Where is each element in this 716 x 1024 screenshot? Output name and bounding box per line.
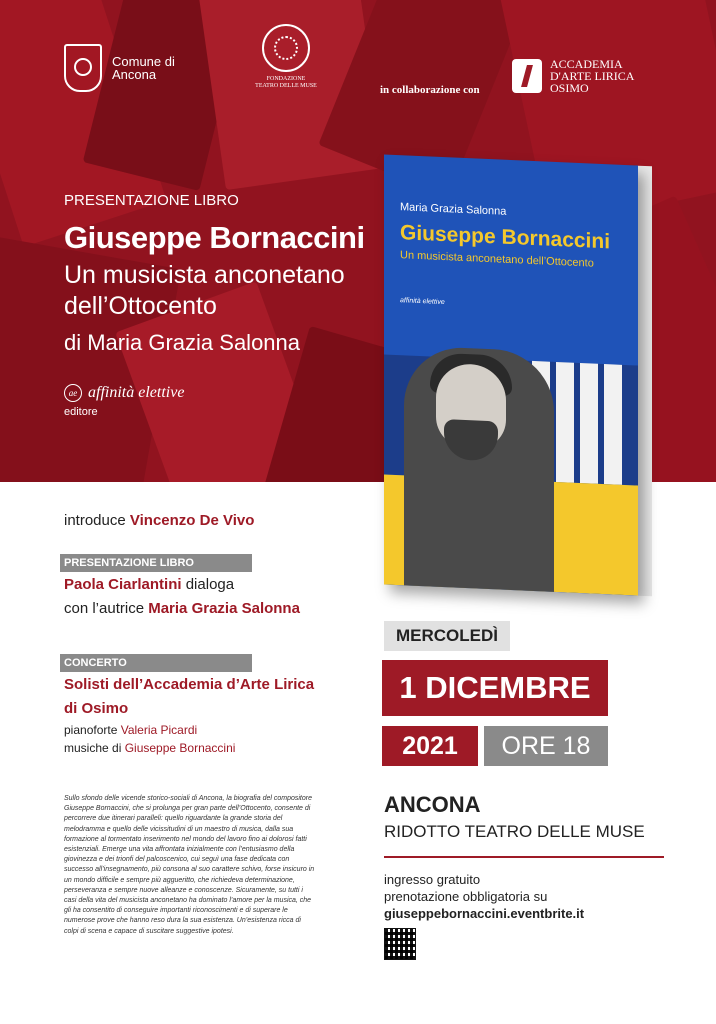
book-cover-image bbox=[384, 160, 654, 630]
event-time: ORE 18 bbox=[484, 726, 608, 766]
book-title: Giuseppe Bornaccini bbox=[64, 220, 365, 255]
book-front-cover bbox=[384, 154, 638, 595]
dialogue-text: dialoga bbox=[181, 576, 235, 593]
book-description: Sullo sfondo delle vicende storico-sociali di Ancona, la biografia del compositore Giuseppe Bornaccini, che si prolunga per gran parte dell’Ottocento, consente di percorrere due itinerari paralleli: quello riguardante la grande storia del melodramma e quello delle vicissitudini di un maestro di musica, dalla sua formazione al tormentato inserimento nel mondo del lavoro fino ai dolorosi fatti esistenziali. Emerge una vita affrontata inizialmente con l’entusiasmo della giovinezza e dei trionfi del palcoscenico, cui seguì una fase dedicata con successo all’insegnamento, più consona al suo carattere schivo, forse insicuro in un mondo difficile e sempre più aggueritto, che richiedeva determinazione, perseveranza e sempre nuove alleanze e conoscenze. Sicuramente, su tutti i casi della vita del musicista anconetano ha dominato l’amore per la musica, che gli ha consentito di conseguire importanti riconoscimenti e di superare le numerose prove che hanno reso dura la sua esistenza. Un’esistenza ricca di colpi di scena e capace di suscitare suggestive ipotesi. bbox=[64, 795, 315, 935]
booking-info: prenotazione obbligatoria su bbox=[384, 889, 548, 904]
dialogue-line-2 bbox=[64, 600, 300, 617]
book-pages-edge bbox=[638, 166, 652, 597]
muse-logo bbox=[246, 24, 326, 90]
publisher-role: editore bbox=[64, 406, 98, 418]
moderator-name: Paola Ciarlantini bbox=[64, 576, 182, 593]
publisher-name: affinità elettive bbox=[88, 384, 185, 401]
cover-publisher: affinità elettive bbox=[400, 297, 445, 307]
subtitle-line-1: Un musicista anconetano bbox=[64, 261, 345, 289]
section-tag-concert: CONCERTO bbox=[60, 654, 252, 672]
coat-of-arms-icon bbox=[64, 44, 102, 92]
cover-title: Giuseppe Bornaccini bbox=[400, 221, 611, 254]
introducer-name: Vincenzo De Vivo bbox=[129, 512, 255, 529]
concert-line-2: di Osimo bbox=[64, 700, 129, 717]
author-name: Maria Grazia Salonna bbox=[148, 600, 300, 617]
introduce-line bbox=[64, 512, 254, 529]
collaboration-label: in collaborazione con bbox=[380, 84, 480, 96]
cover-subtitle: Un musicista anconetano dell’Ottocento bbox=[400, 249, 594, 270]
dialogue-text-2: con l’autrice bbox=[64, 600, 149, 617]
event-year: 2021 bbox=[382, 726, 478, 766]
event-date: 1 DICEMBRE bbox=[382, 660, 608, 716]
book-subtitle bbox=[64, 260, 345, 322]
publisher-logo bbox=[64, 384, 184, 402]
section-tag-presentation: PRESENTAZIONE LIBRO bbox=[60, 554, 252, 572]
entry-info: ingresso gratuito bbox=[384, 872, 481, 887]
accademia-line-2: D'ARTE LIRICA bbox=[550, 69, 635, 83]
composer-name: Giuseppe Bornaccini bbox=[124, 741, 236, 755]
pianist-name: Valeria Picardi bbox=[120, 723, 198, 737]
accademia-logo bbox=[512, 58, 634, 94]
booking-link[interactable]: giuseppebornaccini.eventbrite.it bbox=[384, 906, 585, 921]
accademia-mark-icon bbox=[512, 59, 542, 93]
divider bbox=[384, 856, 664, 858]
muse-emblem-icon bbox=[262, 24, 310, 72]
muse-line-2: TEATRO DELLE MUSE bbox=[255, 83, 317, 89]
presentation-label: PRESENTAZIONE LIBRO bbox=[64, 192, 239, 209]
subtitle-line-2: dell’Ottocento bbox=[64, 292, 217, 320]
music-label: musiche di bbox=[64, 741, 125, 755]
book-author: di Maria Grazia Salonna bbox=[64, 330, 301, 355]
dialogue-line-1 bbox=[64, 576, 234, 593]
piano-credit bbox=[64, 723, 197, 737]
qr-code-icon[interactable] bbox=[384, 928, 416, 960]
event-weekday: MERCOLEDÌ bbox=[384, 621, 510, 651]
accademia-line-1: ACCADEMIA bbox=[550, 57, 623, 71]
comune-logo bbox=[64, 44, 175, 92]
introduce-label: introduce bbox=[64, 512, 126, 529]
comune-line-2: Ancona bbox=[112, 67, 157, 82]
concert-line-1: Solisti dell’Accademia d’Arte Lirica bbox=[64, 676, 315, 693]
comune-name bbox=[112, 55, 175, 81]
music-credit bbox=[64, 741, 235, 755]
logo-row bbox=[0, 38, 716, 108]
piano-label: pianoforte bbox=[64, 723, 121, 737]
muse-line-1: FONDAZIONE bbox=[266, 76, 306, 82]
cover-author: Maria Grazia Salonna bbox=[400, 201, 507, 218]
comune-line-1: Comune di bbox=[112, 54, 175, 69]
event-venue: RIDOTTO TEATRO DELLE MUSE bbox=[384, 822, 645, 841]
event-city: ANCONA bbox=[384, 792, 481, 817]
publisher-mark-icon: ae bbox=[64, 384, 82, 402]
accademia-line-3: OSIMO bbox=[550, 81, 589, 95]
